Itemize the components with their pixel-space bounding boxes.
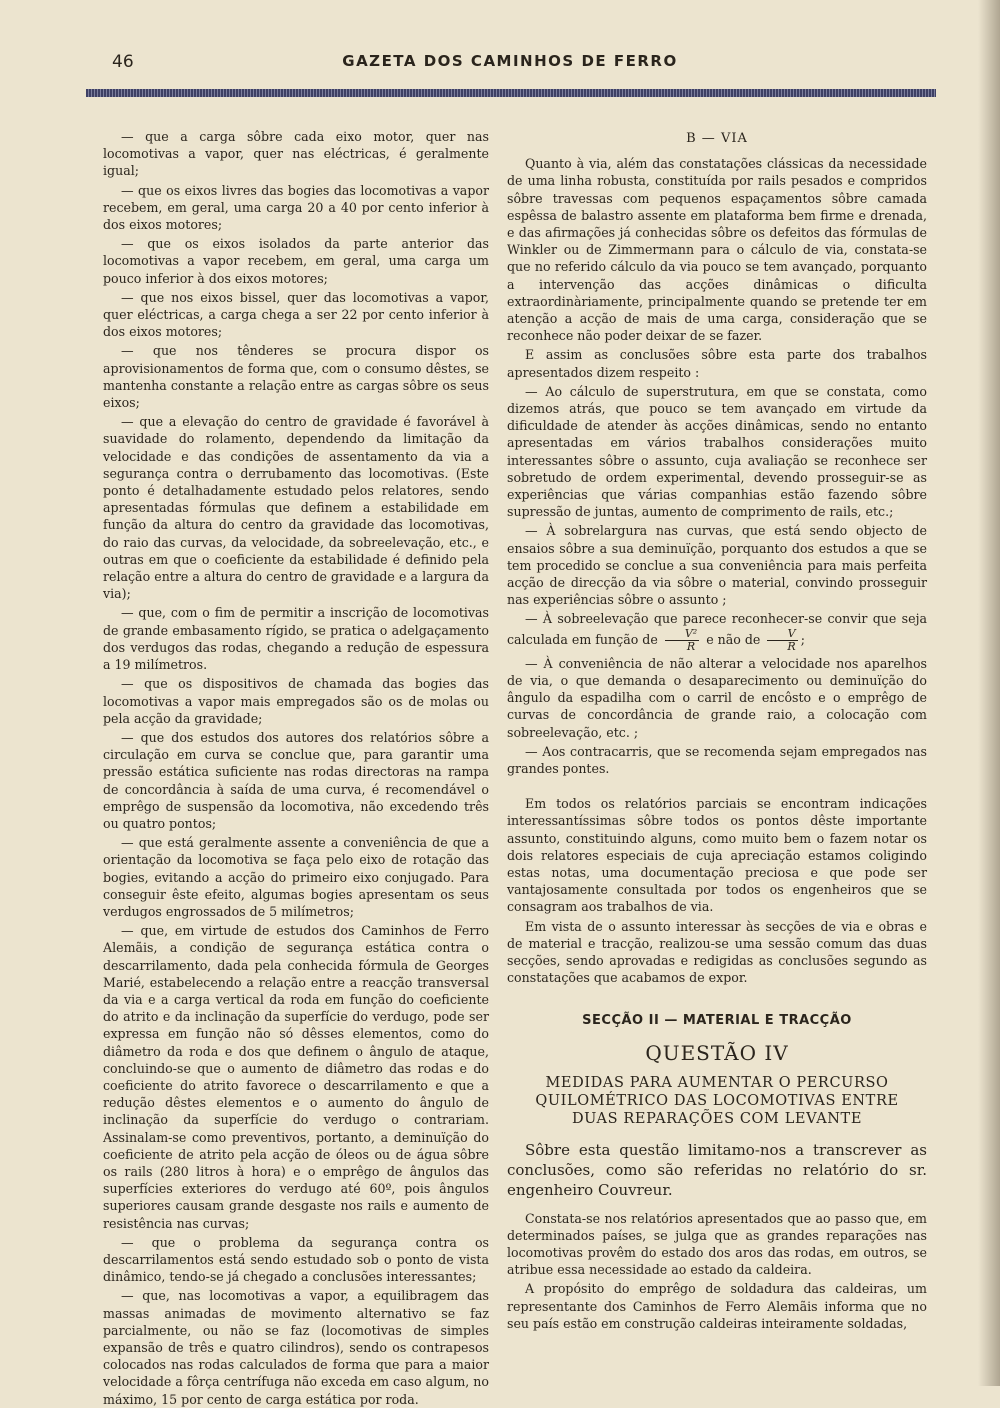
- formula-denominator: R: [787, 639, 796, 653]
- lead-paragraph: Sôbre esta questão limitamo-nos a transcrever as conclusões, como são referidas no relatório do sr. engenheiro Couvreur.: [507, 1140, 927, 1199]
- formula-text: — À sobreelevação que parece reconhecer-se convir que seja calculada em função de: [507, 611, 927, 647]
- paragraph: — Aos contracarris, que se recomenda sejam empregados nas grandes pontes.: [507, 743, 927, 776]
- journal-title: GAZETA DOS CAMINHOS DE FERRO: [342, 52, 678, 70]
- spacer: [507, 1200, 927, 1210]
- paragraph: — que os eixos isolados da parte anterior das locomotivas a vapor recebem, em geral, uma carga um pouco inferior à dos eixos motores;: [103, 236, 489, 286]
- paragraph: Quanto à via, além das constatações clássicas da necessidade de uma linha robusta, constituída por rails pesados e compridos sôbre travessas com pequenos espaçamentos sôbre camada espêssa de balastro assente em plataforma bem firme e drenada, e das afirmações já conhecidas sôbre os defeitos das fórmulas de Winkler ou de Zimmermann para o cálculo de via, constata-se que no referido cálculo da via pouco se tem avançado, porquanto a intervenção das acções dinâmicas o dificulta extraordinàriamente, principalmente quando se pretende ter em atenção a acção de mais de uma carga, consideração que se reconhece não poder deixar de se fazer.: [507, 156, 927, 344]
- paragraph: Em vista de o assunto interessar às secções de via e obras e de material e tracção, realizou-se uma sessão comum das duas secções, sendo aprovadas e redigidas as conclusões segundo as constatações que acabamos de expor.: [507, 918, 927, 986]
- spacer: [507, 777, 927, 795]
- page-number: 46: [112, 52, 134, 72]
- paragraph: — que nos tênderes se procura dispor os aprovisionamentos de forma que, com o consumo dêstes, se mantenha constante a relação entre as cargas sôbre os seus eixos;: [103, 343, 489, 411]
- paragraph: — que o problema da segurança contra os descarrilamentos está sendo estudado sob o ponto de vista dinâmico, tendo-se já chegado a conclusões interessantes;: [103, 1234, 489, 1285]
- question-heading: QUESTÃO IV: [645, 1040, 789, 1065]
- paragraph: — que, em virtude de estudos dos Caminhos de Ferro Alemãis, a condição de segurança estática contra o descarrilamento, dada pela conhecida fórmula de Georges Marié, estabelecendo a relação entre a reacção transversal da via e a carga vertical da roda em função do coeficiente do atrito e da inclinação da superfície do verdugo, pode ser expressa em função não só dêsses elementos, como do diâmetro da roda e dos que definem o ângulo de ataque, concluindo-se que o aumento de diâmetro das rodas e do coeficiente do atrito favorece o descarrilamento e que a redução dêstes elementos e o aumento do ângulo de inclinação da superfície do verdugo o contrariam. Assinalam-se como preventivos, portanto, a deminuïção do coeficiente de atrito pela acção de óleos ou de água sôbre os rails (280 litros à hora) e o emprêgo de ângulos das superfícies exteriores do verdugo até 60º, pois ângulos superiores causam grande desgaste nos rails e aumento de resistência nas curvas;: [103, 923, 489, 1231]
- header-rule: [86, 89, 936, 97]
- paragraph: Em todos os relatórios parciais se encontram indicações interessantíssimas sôbre todos os pontos dêste importante assunto, constituindo alguns, como muito bem o fazem notar os dois relatores especiais de cuja apreciação estamos coligindo estas notas, uma documentação preciosa e que pode ser vantajosamente consultada por todos os engenheiros que se consagram aos trabalhos de via.: [507, 796, 927, 915]
- paragraph: — que está geralmente assente a conveniência de que a orientação da locomotiva se faça pelo eixo de rotação das bogies, evitando a acção do primeiro eixo conjugado. Para conseguir êste efeito, algumas bogies apresentam os seus verdugos engrossados de 5 milímetros;: [103, 835, 489, 919]
- section-heading-material: SECÇÃO II — MATERIAL E TRACÇÃO: [582, 1013, 852, 1029]
- paragraph: — Ao cálculo de superstrutura, em que se constata, como dizemos atrás, que pouco se tem avançado em virtude da dificuldade de atender às acções dinâmicas, sendo no entanto apresentadas em vários trabalhos considerações muito interessantes sôbre o assunto, cuja avaliação se reconhece ser sobretudo de ordem experimental, devendo prosseguir-se as experiências que várias companhias estão fazendo sôbre supressão de juntas, aumento de comprimento de rails, etc.;: [507, 383, 927, 520]
- paragraph: A propósito do emprêgo de soldadura das caldeiras, um representante dos Caminhos de Ferro Alemãis informa que no seu país estão em construção caldeiras inteiramente soldadas,: [507, 1281, 927, 1331]
- formula-denominator: R: [686, 639, 696, 653]
- page-header: [84, 48, 936, 78]
- paragraph: — que os dispositivos de chamada das bogies das locomotivas a vapor mais empregados são os de molas ou pela acção da gravidade;: [103, 676, 489, 726]
- page-edge-shadow: [978, 0, 1000, 1386]
- paragraph: — À sobrelargura nas curvas, que está sendo objecto de ensaios sôbre a sua deminuïção, porquanto dos estudos a que se tem procedido se conclue a sua conveniência para mais perfeita acção de direcção da via sôbre o material, convindo prosseguir nas experiências sôbre o assunto ;: [507, 523, 927, 608]
- paragraph: — que nos eixos bissel, quer das locomotivas a vapor, quer eléctricas, a carga chega a ser 22 por cento inferior à dos eixos motores;: [103, 289, 489, 340]
- formula-text: ;: [800, 631, 805, 647]
- paragraph: — que dos estudos dos autores dos relatórios sôbre a circulação em curva se conclue que, para garantir uma pressão estática suficiente nas rodas directoras na rampa de concordância à saída de uma curva, é recomendável o emprêgo de suspensão da locomotiva, não excedendo três ou quatro pontos;: [103, 729, 489, 831]
- paragraph-formula: [507, 610, 927, 652]
- subtitle-line: MEDIDAS PARA AUMENTAR O PERCURSO: [545, 1074, 889, 1091]
- paragraph: — que a carga sôbre cada eixo motor, quer nas locomotivas a vapor, quer nas eléctricas, é geralmente igual;: [103, 129, 489, 179]
- subtitle-line: DUAS REPARAÇÕES COM LEVANTE: [571, 1110, 863, 1127]
- paragraph: Constata-se nos relatórios apresentados que ao passo que, em determinados países, se julga que as grandes reparações nas locomotivas provêm do estado dos aros das rodas, em outros, se atribue essa necessidade ao estado da caldeira.: [507, 1210, 927, 1278]
- section-heading-via: B — VIA: [686, 131, 748, 146]
- paragraph: E assim as conclusões sôbre esta parte dos trabalhos apresentados dizem respeito :: [507, 347, 927, 380]
- formula-text: e não de: [706, 631, 761, 647]
- formula-v2-over-r: [665, 628, 699, 653]
- question-subtitle: [507, 1074, 927, 1128]
- formula-numerator: V²: [665, 628, 699, 641]
- left-column: [103, 128, 489, 1408]
- paragraph: — que, com o fim de permitir a inscrição de locomotivas de grande embasamento rígido, se pratica o adelgaçamento dos verdugos das rodas, chegando a redução de espessura a 19 milímetros.: [103, 605, 489, 673]
- paragraph: — À conveniência de não alterar a velocidade nos aparelhos de via, o que demanda o desaparecimento ou deminuïção do ângulo da espadilha com o carril de encôsto e o emprêgo de curvas de concordância de grande raio, a colocação com sobreelevação, etc. ;: [507, 655, 927, 740]
- paragraph: — que os eixos livres das bogies das locomotivas a vapor recebem, em geral, uma carga 20 a 40 por cento inferior à dos eixos motores;: [103, 182, 489, 233]
- formula-v-over-r: [767, 628, 797, 653]
- subtitle-line: QUILOMÉTRICO DAS LOCOMOTIVAS ENTRE: [535, 1092, 899, 1109]
- formula-numerator: V: [767, 628, 797, 641]
- right-column: [507, 130, 927, 1332]
- paragraph: — que, nas locomotivas a vapor, a equilibragem das massas animadas de movimento alternativo se faz parcialmente, ou não se faz (locomotivas de simples expansão de três e quatro cilindros), sendo os contrapesos colocados nas rodas calculados de forma que para a maior velocidade a fôrça centrífuga não exceda em caso algum, no máximo, 15 por cento de carga estática por roda.: [103, 1288, 489, 1407]
- paragraph: — que a elevação do centro de gravidade é favorável à suavidade do rolamento, dependendo da limitação da velocidade e das condições de assentamento da via a segurança contra o derrubamento das locomotivas. (Este ponto é detalhadamente estudado pelos relatores, sendo apresentadas fórmulas que definem a estabilidade em função da altura do centro da gravidade das locomotivas, do raio das curvas, da velocidade, da sobreelevação, etc., e outras em que o coeficiente da estabilidade é definido pela relação entre a altura do centro de gravidade e a largura da via);: [103, 414, 489, 602]
